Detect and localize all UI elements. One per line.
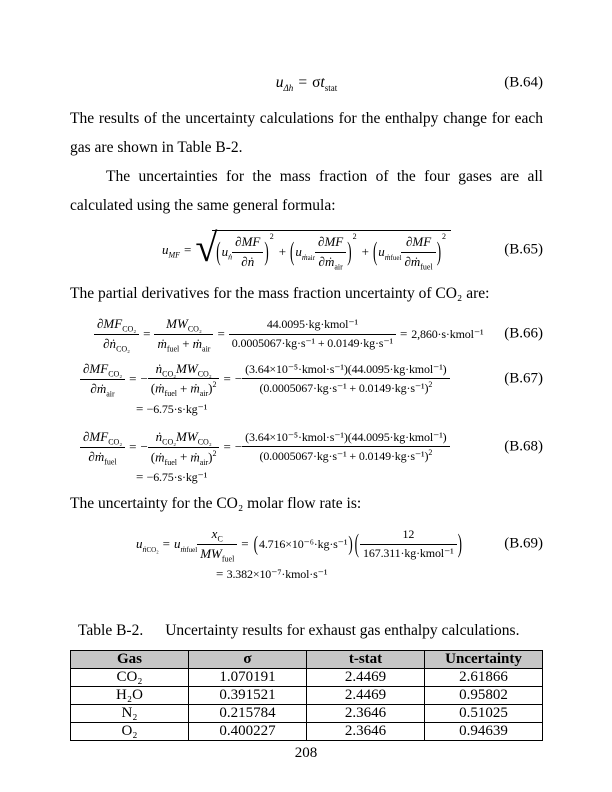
numerator (401, 234, 435, 252)
equation-b67 (70, 361, 543, 417)
denominator (315, 252, 346, 271)
variable: ṁ (192, 335, 203, 351)
minus-sign: − (234, 371, 243, 387)
fraction (94, 316, 139, 353)
paren: ( (372, 236, 378, 267)
subscript: Δh (283, 83, 294, 94)
denominator (94, 334, 139, 353)
table-caption (70, 622, 543, 640)
denominator (197, 544, 237, 563)
subscript (385, 253, 402, 262)
denominator (80, 447, 125, 466)
equation-b67-result (136, 401, 543, 417)
paren: ( (150, 380, 156, 396)
denominator (242, 378, 449, 397)
denominator (80, 379, 125, 398)
equation-b64-body (70, 74, 543, 92)
table-row (71, 704, 543, 722)
numerator (232, 234, 263, 252)
table-caption-title: Uncertainty results for exhaust gas enthalpy calculations. (165, 621, 520, 639)
subscript: fuel (166, 344, 180, 354)
cell-tstat: 2.4469 (307, 668, 425, 686)
equals-sign: = (217, 326, 225, 342)
numerator (148, 429, 220, 447)
subscript: CO₂ (162, 369, 177, 379)
variable: ṅ (155, 428, 163, 444)
column-header-sigma: σ (189, 650, 307, 668)
paren: ) (347, 236, 352, 267)
variable: ṁ (157, 335, 167, 351)
sub-subscript: air (307, 253, 316, 262)
minus-sign: − (140, 439, 148, 455)
value: 0.0005067·kg·s⁻¹ + 0.0149·kg·s⁻¹ (263, 381, 425, 396)
plus-sign: + (179, 380, 188, 396)
paren: ) (442, 361, 447, 376)
numerator: 44.0095·kg·kmol⁻¹ (266, 317, 358, 332)
value: 3.64×10⁻⁵·kmol·s⁻¹ (249, 361, 344, 376)
subscript: fuel (104, 457, 117, 467)
denominator (232, 252, 263, 271)
exponent: 2 (212, 380, 217, 390)
paragraph-molar-flow: The uncertainty for the CO₂ molar flow rate is: (70, 494, 362, 512)
cell-uncertainty: 0.51025 (425, 704, 543, 722)
equals-sign: = (223, 439, 231, 455)
subscript-var: ṁ (384, 252, 391, 262)
equation-b69-result (216, 566, 543, 582)
paragraph-partial-derivatives: The partial derivatives for the mass fraction uncertainty of CO₂ are: (70, 284, 490, 302)
value: 44.0095·kg·kmol⁻¹ (351, 429, 443, 444)
uncertainty-table (70, 650, 543, 741)
cell-gas: H₂O (71, 686, 189, 704)
plus-sign: + (361, 244, 369, 260)
equals-sign: = (136, 400, 144, 416)
subscript: fuel (420, 262, 433, 272)
subscript: CO₂ (116, 344, 130, 354)
paren: ) (343, 361, 348, 376)
result-value: 2,860·s·kmol⁻¹ (411, 326, 484, 341)
equation-b69-body (136, 526, 543, 563)
value: 0.0005067·kg·s⁻¹ + 0.0149·kg·s⁻¹ (263, 449, 425, 464)
paren: ( (216, 236, 221, 267)
numerator (242, 362, 449, 379)
equals-sign: = (136, 468, 144, 484)
subscript: CO₂ (162, 437, 177, 447)
paren: ( (354, 528, 360, 559)
column-header-tstat: t-stat (307, 650, 425, 668)
paren: ( (245, 429, 250, 444)
equation-label: (B.69) (504, 535, 543, 552)
u-mfuel-term (174, 536, 197, 552)
subscript: stat (324, 83, 338, 94)
cell-uncertainty: 2.61866 (425, 668, 543, 686)
numerator (242, 430, 449, 447)
u-delta-h-term (276, 74, 294, 92)
variable: ∂ṁ (318, 253, 335, 269)
variable: ∂MF (318, 234, 344, 249)
paren: ( (290, 236, 295, 267)
exponent: 2 (428, 380, 433, 390)
equation-b66 (70, 316, 543, 353)
variable: ∂ṅ (103, 335, 117, 351)
paren: ) (424, 449, 429, 464)
equation-b67-body (80, 361, 543, 398)
variable: ∂MF (235, 234, 261, 249)
paren: ) (343, 429, 348, 444)
exponent: 2 (352, 232, 357, 241)
cell-sigma: 1.070191 (189, 668, 307, 686)
variable: ṅ (155, 360, 163, 376)
value: 4.716×10⁻⁶·kg·s⁻¹ (258, 536, 348, 551)
numerator (315, 234, 346, 252)
variable: x (211, 525, 218, 541)
subscript: C (217, 534, 223, 544)
variable: ∂ṅ (241, 253, 255, 269)
paren: ( (150, 448, 156, 464)
result-value: 3.382×10⁻⁷·kmol·s⁻¹ (226, 566, 328, 581)
plus-sign: + (278, 244, 287, 260)
u-mair-term (295, 244, 315, 260)
u-nco2-term (136, 536, 159, 552)
result-value: −6.75·s·kg⁻¹ (146, 469, 208, 484)
sub-subscript: fuel (390, 253, 402, 262)
paren: ) (442, 429, 447, 444)
cell-gas: N₂ (71, 704, 189, 722)
table-header-row (71, 650, 543, 668)
variable: MW (166, 315, 188, 331)
cell-tstat: 2.4469 (307, 686, 425, 704)
paren: ( (347, 429, 352, 444)
paren: ) (264, 236, 269, 267)
u-mf-term (162, 242, 180, 258)
equation-label: (B.68) (504, 438, 543, 455)
minus-sign: − (234, 439, 243, 455)
variable: ṁ (155, 448, 165, 464)
numerator (94, 316, 139, 334)
equation-b68-result (136, 469, 543, 485)
variable: ṁ (190, 380, 200, 396)
fraction (148, 361, 220, 398)
numerator (80, 361, 125, 379)
denominator (148, 447, 220, 466)
equals-sign: = (129, 439, 137, 455)
equation-b66-body (94, 316, 543, 353)
paragraph-mass-fraction: The uncertainties for the mass fraction of the four gases are all calculated using the same general formula: (70, 168, 543, 214)
variable: u (136, 536, 143, 552)
fraction (154, 316, 213, 353)
variable: ∂MF (97, 315, 123, 331)
denominator: 0.0005067·kg·s⁻¹ + 0.0149·kg·s⁻¹ (229, 334, 396, 352)
paren: ( (347, 361, 352, 376)
denominator (401, 252, 435, 271)
equation-b65-body: $u_{MF}$ = √ ( $u_ṅ$ $\frac{\partial MF}{\text{∂ṅ}}$ ) $^2$ + ( $u_{ṁair}$ $\frac{\partial MF}{\partial ṁ_{air}}$ ) $^2$ + ( $u_{ṁfuel}$ $\frac{\partial MF}{\partial ṁ_{fuel}}$ ) $^2$ (B.65) (161, 225, 543, 272)
minus-sign: − (140, 371, 148, 387)
equals-sign: = (241, 536, 249, 552)
paren: ) (457, 528, 462, 559)
numerator (148, 361, 220, 379)
cell-tstat: 2.3646 (307, 704, 425, 722)
sigma-t-term (312, 74, 337, 92)
fraction (360, 527, 457, 561)
exponent: 2 (428, 448, 433, 458)
value: 3.64×10⁻⁵·kmol·s⁻¹ (249, 429, 344, 444)
subscript: CO₂ (197, 437, 212, 447)
variable: ∂MF (405, 234, 432, 249)
u-n-term (222, 244, 233, 260)
denominator: 167.311·kg·kmol⁻¹ (360, 544, 457, 562)
variable: u (295, 244, 302, 260)
page-number: 208 (294, 745, 318, 761)
subscript: CO₂ (122, 324, 137, 334)
subscript: fuel (164, 389, 177, 399)
subscript: CO₂ (187, 324, 202, 334)
cell-gas: O₂ (71, 722, 189, 740)
value: 44.0095·kg·kmol⁻¹ (351, 361, 443, 376)
subscript (181, 545, 198, 554)
variable: ∂ṁ (88, 448, 105, 464)
paren: ( (259, 381, 264, 396)
equals-sign: = (162, 536, 171, 552)
fraction (80, 429, 125, 466)
fraction (242, 430, 449, 465)
exponent: 2 (442, 232, 447, 241)
fraction (242, 362, 449, 397)
denominator (242, 446, 449, 465)
sub-subscript: fuel (186, 545, 198, 554)
equation-b65 (70, 225, 543, 272)
subscript: CO₂ (108, 437, 123, 447)
column-header-gas: Gas (71, 650, 189, 668)
equals-sign: = (129, 371, 137, 387)
fraction (148, 429, 220, 466)
fraction (80, 361, 125, 398)
numerator (154, 316, 213, 334)
variable: σ (312, 74, 321, 91)
variable: u (161, 242, 169, 258)
fraction (232, 234, 263, 271)
equation-label: (B.64) (504, 74, 543, 91)
variable: u (378, 244, 385, 260)
equals-sign: = (399, 326, 408, 342)
subscript: fuel (221, 554, 235, 564)
variable: ∂MF (83, 360, 109, 376)
fraction (197, 526, 237, 563)
cell-gas: CO₂ (71, 668, 189, 686)
variable: ṁ (190, 448, 200, 464)
variable: MW (176, 360, 198, 376)
u-mfuel-term (378, 244, 401, 260)
subscript: air (106, 389, 115, 399)
variable: ṁ (155, 380, 165, 396)
paren: ) (436, 236, 442, 267)
table-caption-tag: Table B-2. (78, 621, 144, 639)
paren: ( (245, 361, 250, 376)
denominator (148, 378, 220, 397)
cell-sigma: 0.391521 (189, 686, 307, 704)
table-row (71, 686, 543, 704)
plus-sign: + (182, 335, 190, 351)
plus-sign: + (179, 448, 188, 464)
variable: t (320, 74, 325, 91)
equation-label: (B.67) (504, 370, 543, 387)
subscript: air (202, 344, 211, 354)
variable: u (174, 536, 181, 552)
variable: ∂MF (83, 428, 109, 444)
exponent: 2 (212, 448, 217, 458)
paren: ) (208, 380, 213, 396)
paragraph-results: The results of the uncertainty calculations for the enthalpy change for each gas are shown in Table B-2. (70, 110, 543, 156)
subscript: ṅ (228, 252, 233, 262)
table-row (71, 668, 543, 686)
equation-b64 (70, 74, 543, 92)
subscript-var: ṁ (180, 544, 187, 554)
fraction (401, 234, 435, 271)
equation-b68 (70, 429, 543, 485)
equals-sign: = (298, 74, 308, 91)
subscript: fuel (164, 457, 177, 467)
cell-sigma: 0.215784 (189, 704, 307, 722)
fraction (229, 317, 396, 351)
cell-uncertainty: 0.95802 (425, 686, 543, 704)
denominator (154, 334, 213, 353)
paren: ( (253, 531, 258, 556)
equals-sign: = (143, 326, 151, 342)
equals-sign: = (216, 565, 224, 581)
subscript: air (334, 262, 343, 272)
cell-sigma: 0.400227 (189, 722, 307, 740)
equals-sign: = (223, 371, 231, 387)
numerator: 12 (402, 527, 415, 542)
equation-label: (B.65) (504, 241, 543, 258)
paren: ) (424, 381, 429, 396)
variable: MW (176, 428, 198, 444)
equals-sign: = (184, 242, 192, 258)
variable: u (221, 244, 229, 260)
variable: u (275, 74, 284, 91)
subscript (143, 545, 159, 554)
subscript (302, 253, 315, 262)
paren: ) (348, 531, 353, 556)
variable: ∂ṁ (404, 253, 421, 269)
subscript: MF (168, 250, 180, 260)
fraction (315, 234, 346, 271)
subscript: CO₂ (197, 369, 212, 379)
subscript: air (199, 389, 209, 399)
subscript: air (199, 457, 209, 467)
cell-uncertainty: 0.94639 (425, 722, 543, 740)
cell-tstat: 2.3646 (307, 722, 425, 740)
exponent: 2 (269, 232, 274, 241)
table-row (71, 722, 543, 740)
numerator (80, 429, 125, 447)
variable: MW (200, 545, 222, 561)
subscript-var: ṁ (301, 252, 308, 262)
column-header-uncertainty: Uncertainty (425, 650, 543, 668)
radicand (212, 230, 451, 271)
subscript-var: ṅ (142, 544, 147, 554)
equation-b68-body (80, 429, 543, 466)
sub-subscript: CO₂ (146, 545, 159, 554)
paren: ( (259, 449, 264, 464)
variable: ∂ṁ (90, 380, 107, 396)
equation-b69 (70, 526, 543, 582)
numerator (197, 526, 237, 544)
subscript: CO₂ (108, 369, 123, 379)
paren: ) (208, 448, 213, 464)
equation-label: (B.66) (504, 325, 543, 342)
result-value: −6.75·s·kg⁻¹ (146, 401, 208, 416)
